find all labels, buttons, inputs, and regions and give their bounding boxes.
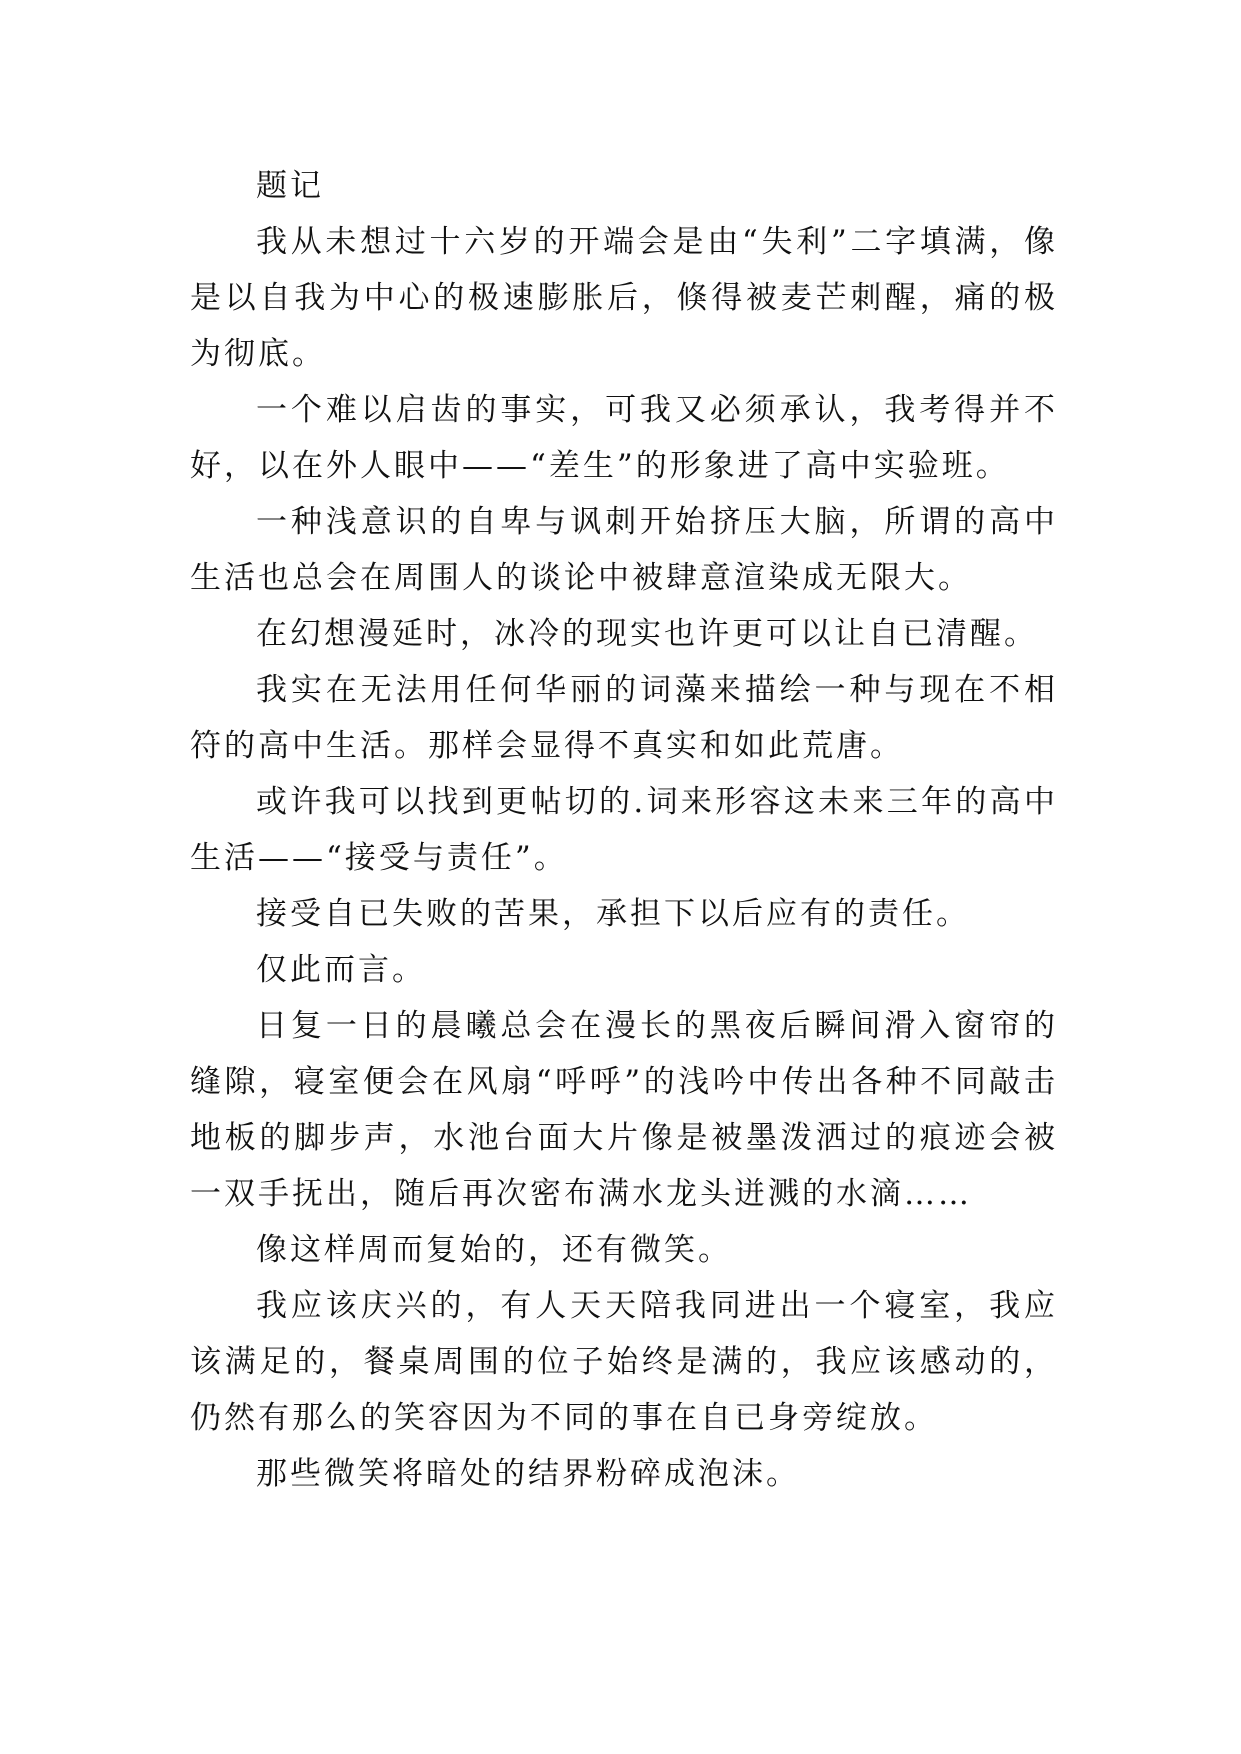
paragraph: 接受自已失败的苦果，承担下以后应有的责任。 xyxy=(256,896,970,932)
paragraph: 仅此而言。 xyxy=(256,952,426,988)
paragraph: 我应该庆兴的，有人天天陪我同进出一个寝室，我应该满足的，餐桌周围的位子始终是满的，我应该感动的，仍然有那么的笑容因为不同的事在自已身旁绽放。 xyxy=(190,1288,1058,1436)
paragraph: 我实在无法用任何华丽的词藻来描绘一种与现在不相符的高中生活。那样会显得不真实和如此荒唐。 xyxy=(190,672,1058,764)
paragraph: 那些微笑将暗处的结界粉碎成泡沫。 xyxy=(256,1456,800,1492)
paragraph: 一个难以启齿的事实，可我又必须承认，我考得并不好，以在外人眼中——“差生”的形象进了高中实验班。 xyxy=(190,392,1058,484)
paragraph: 或许我可以找到更帖切的.词来形容这未来三年的高中生活——“接受与责任”。 xyxy=(190,784,1058,876)
document-body xyxy=(190,158,1058,1502)
paragraph: 我从未想过十六岁的开端会是由“失利”二字填满，像是以自我为中心的极速膨胀后，倏得被麦芒刺醒，痛的极为彻底。 xyxy=(190,224,1058,372)
paragraph: 一种浅意识的自卑与讽刺开始挤压大脑，所谓的高中生活也总会在周围人的谈论中被肆意渲染成无限大。 xyxy=(190,504,1058,596)
paragraph: 在幻想漫延时，冰冷的现实也许更可以让自已清醒。 xyxy=(256,616,1038,652)
heading-paragraph: 题记 xyxy=(256,168,324,204)
paragraph: 日复一日的晨曦总会在漫长的黑夜后瞬间滑入窗帘的缝隙，寝室便会在风扇“呼呼”的浅吟中传出各种不同敲击地板的脚步声，水池台面大片像是被墨泼洒过的痕迹会被一双手抚出，随后再次密布满水龙头迸溅的水滴…… xyxy=(190,1008,1058,1212)
paragraph: 像这样周而复始的，还有微笑。 xyxy=(256,1232,732,1268)
